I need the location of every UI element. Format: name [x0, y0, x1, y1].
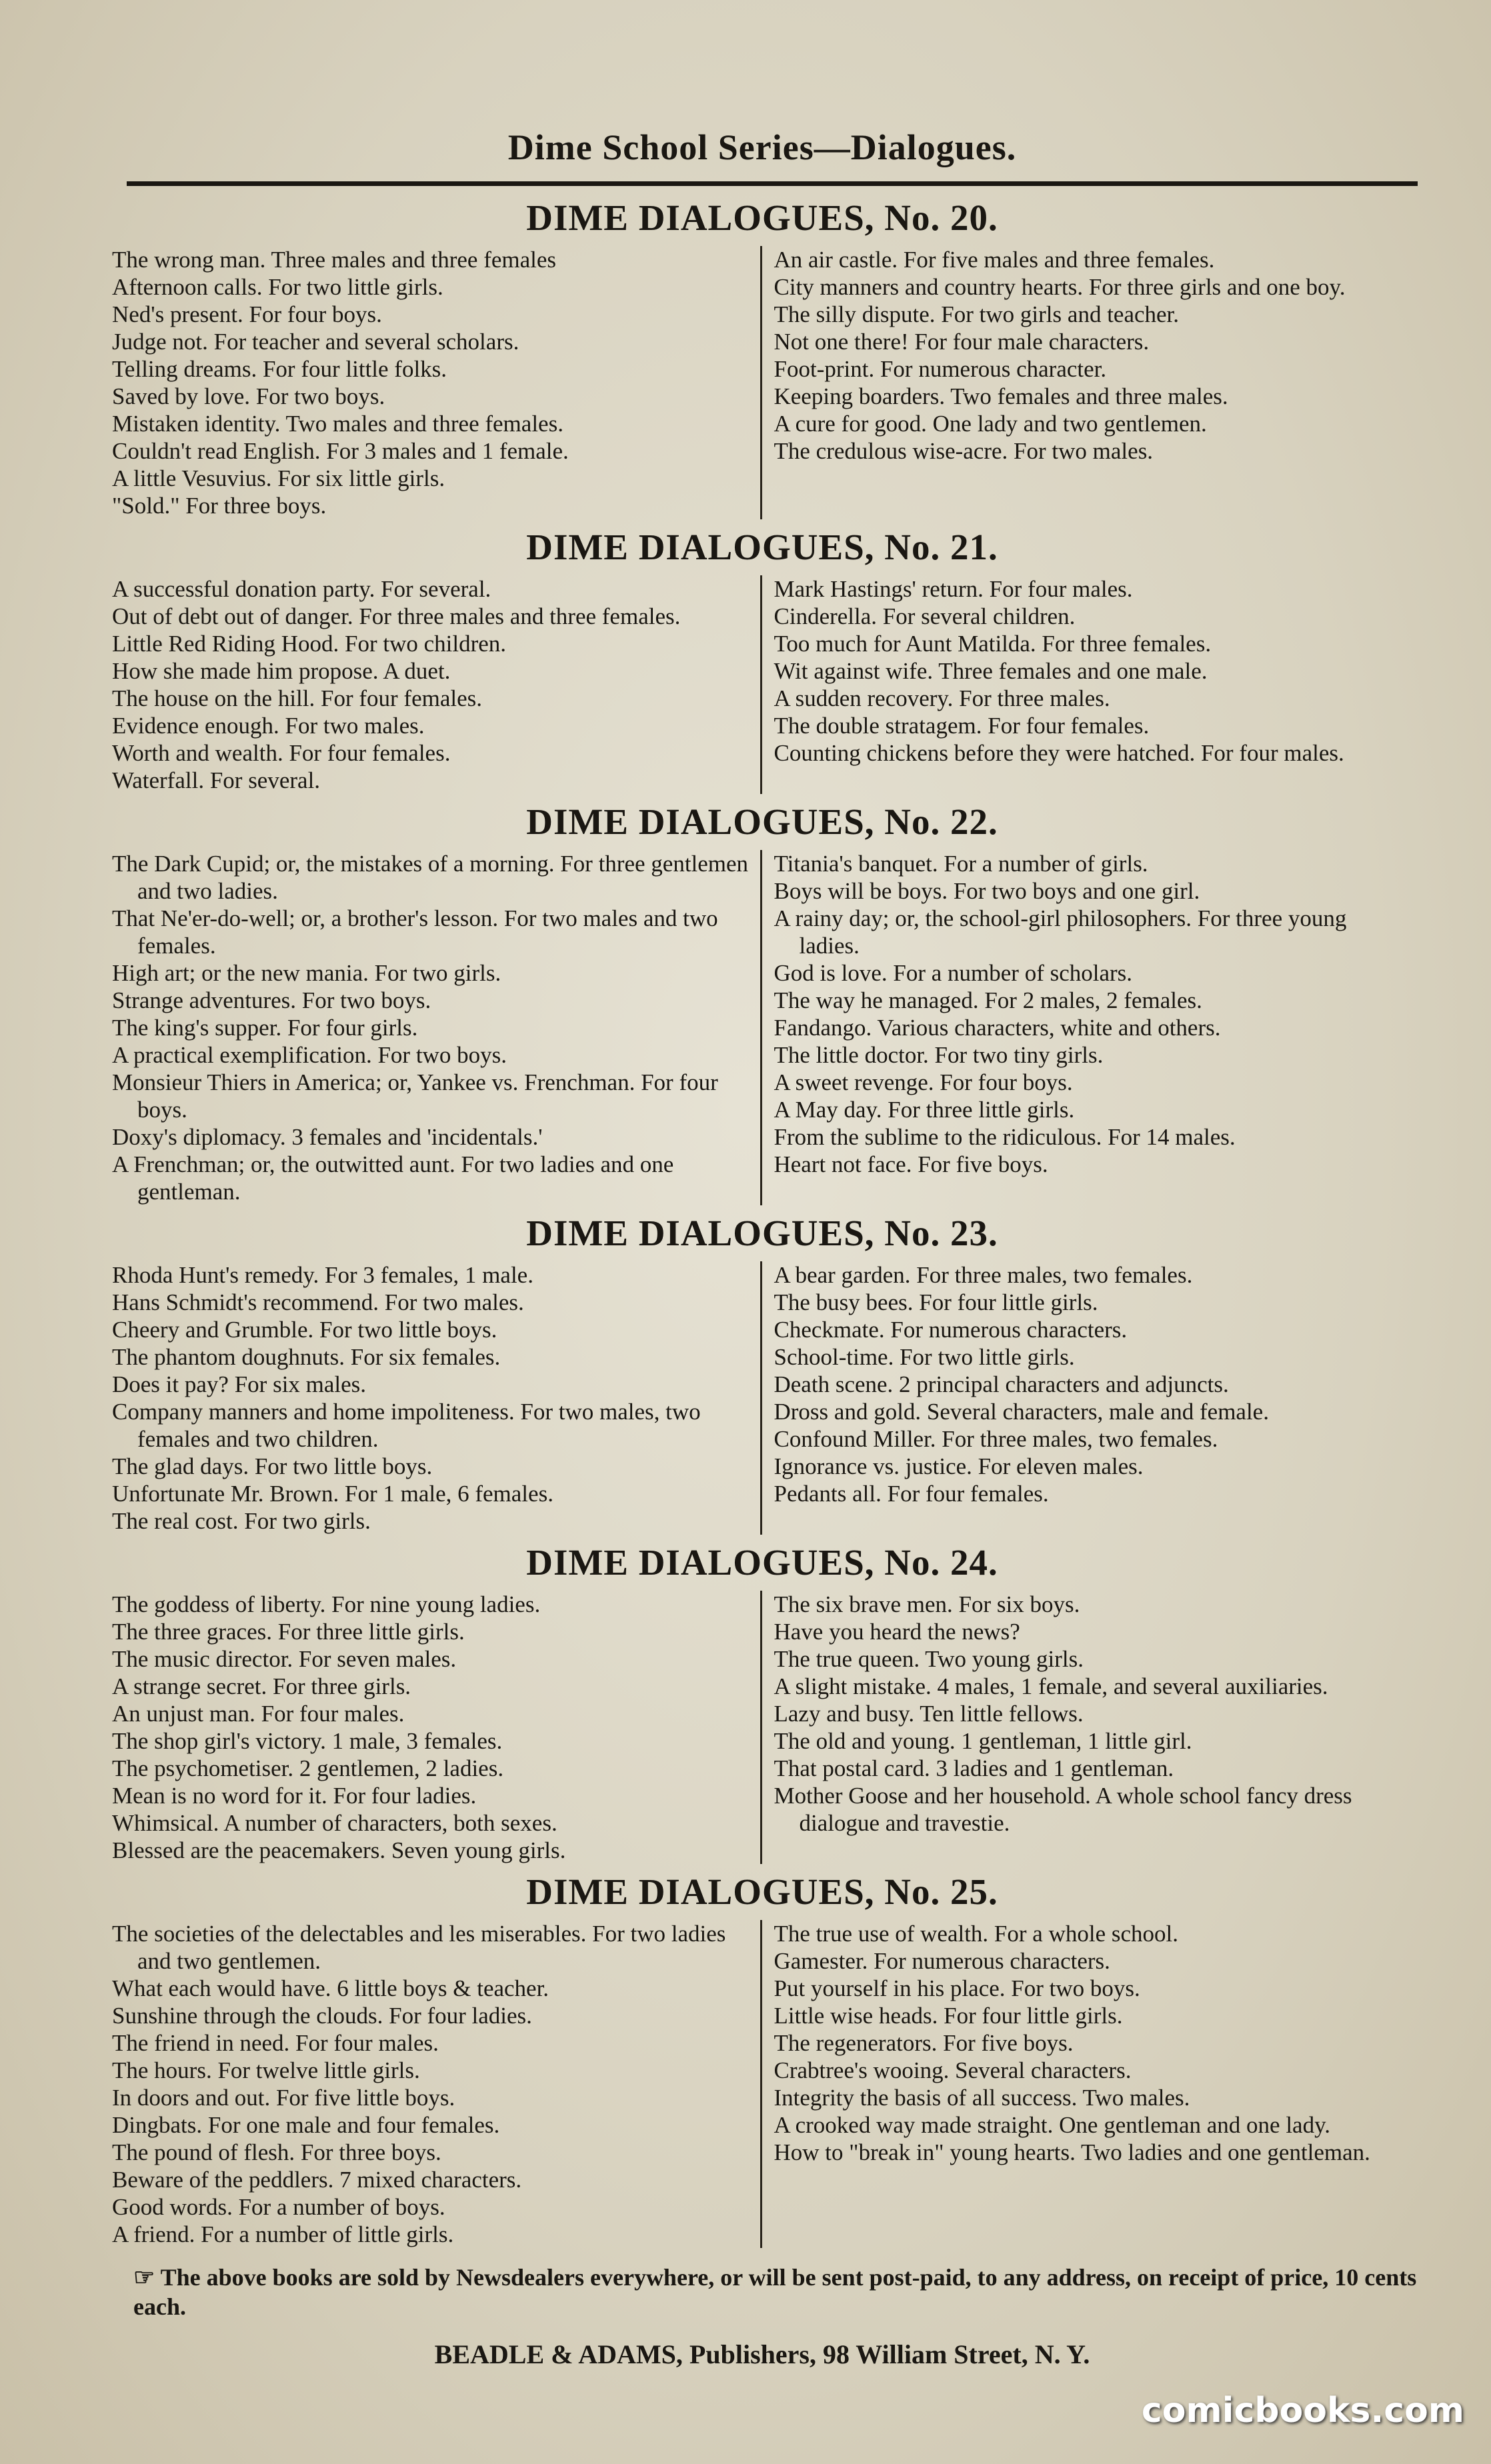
dialogue-entry: The three graces. For three little girls.: [112, 1619, 465, 1645]
dialogue-entry: The king's supper. For four girls.: [112, 1015, 418, 1041]
dialogue-entry: Have you heard the news?: [774, 1619, 1020, 1645]
dialogue-section: [107, 525, 1418, 794]
dialogue-entry: Hans Schmidt's recommend. For two males.: [112, 1289, 524, 1315]
header-rule: [127, 181, 1418, 186]
dialogue-sections: [107, 195, 1418, 2248]
dialogue-entry: Afternoon calls. For two little girls.: [112, 274, 443, 300]
dialogue-entry: Worth and wealth. For four females.: [112, 740, 451, 766]
dialogue-entry: Mark Hastings' return. For four males.: [774, 576, 1133, 602]
dialogue-entry: Little wise heads. For four little girls.: [774, 2003, 1123, 2029]
dialogue-entry: Mean is no word for it. For four ladies.: [112, 1783, 477, 1809]
dialogue-entry: Does it pay? For six males.: [112, 1371, 367, 1397]
right-column: [762, 575, 1418, 794]
dialogue-entry: The credulous wise-acre. For two males.: [774, 438, 1154, 464]
dialogue-entry: A little Vesuvius. For six little girls.: [112, 465, 445, 491]
right-column: [762, 246, 1418, 519]
left-column: [107, 850, 762, 1205]
dialogue-section: [107, 1211, 1418, 1535]
dialogue-entry: Little Red Riding Hood. For two children.: [112, 631, 507, 657]
dialogue-entry: Saved by love. For two boys.: [112, 383, 385, 409]
section-columns: [107, 575, 1418, 794]
dialogue-entry: A strange secret. For three girls.: [112, 1673, 411, 1699]
left-column: [107, 1261, 762, 1535]
dialogue-entry: Boys will be boys. For two boys and one girl.: [774, 878, 1200, 904]
right-column: [762, 850, 1418, 1205]
dialogue-entry: In doors and out. For five little boys.: [112, 2085, 455, 2111]
dialogue-entry: Counting chickens before they were hatched. For four males.: [774, 740, 1344, 766]
dialogue-entry: Cinderella. For several children.: [774, 603, 1076, 629]
dialogue-entry: Too much for Aunt Matilda. For three females.: [774, 631, 1212, 657]
dialogue-entry: Keeping boarders. Two females and three males.: [774, 383, 1228, 409]
dialogue-entry: Not one there! For four male characters.: [774, 329, 1150, 355]
dialogue-entry: The busy bees. For four little girls.: [774, 1289, 1098, 1315]
dialogue-entry: School-time. For two little girls.: [774, 1344, 1075, 1370]
dialogue-section: [107, 799, 1418, 1205]
dialogue-entry: From the sublime to the ridiculous. For 14 males.: [774, 1124, 1236, 1150]
dialogue-entry: A May day. For three little girls.: [774, 1097, 1075, 1123]
dialogue-section: [107, 1540, 1418, 1864]
dialogue-entry: How to "break in" young hearts. Two ladies and one gentleman.: [774, 2139, 1370, 2165]
right-column: [762, 1920, 1418, 2248]
dialogue-entry: Out of debt out of danger. For three males and three females.: [112, 603, 681, 629]
section-title: DIME DIALOGUES, No. 23.: [526, 1213, 998, 1253]
dialogue-entry: Wit against wife. Three females and one male.: [774, 658, 1208, 684]
dialogue-entry: Heart not face. For five boys.: [774, 1151, 1048, 1177]
dialogue-entry: The true use of wealth. For a whole school.: [774, 1921, 1179, 1947]
dialogue-entry: The double stratagem. For four females.: [774, 713, 1150, 739]
dialogue-entry: That Ne'er-do-well; or, a brother's lesson. For two males and two females.: [112, 905, 718, 959]
dialogue-entry: Monsieur Thiers in America; or, Yankee vs. Frenchman. For four boys.: [112, 1069, 718, 1123]
dialogue-entry: Blessed are the peacemakers. Seven young girls.: [112, 1837, 566, 1863]
dialogue-entry: Fandango. Various characters, white and others.: [774, 1015, 1221, 1041]
dialogue-entry: Good words. For a number of boys.: [112, 2194, 445, 2220]
dialogue-entry: Mother Goose and her household. A whole school fancy dress dialogue and travestie.: [774, 1783, 1352, 1836]
dialogue-entry: Integrity the basis of all success. Two males.: [774, 2085, 1190, 2111]
dialogue-entry: Crabtree's wooing. Several characters.: [774, 2057, 1132, 2083]
section-columns: [107, 850, 1418, 1205]
dialogue-entry: A successful donation party. For several.: [112, 576, 491, 602]
dialogue-entry: The silly dispute. For two girls and teacher.: [774, 301, 1180, 327]
section-title: DIME DIALOGUES, No. 25.: [526, 1871, 998, 1912]
dialogue-entry: The societies of the delectables and les miserables. For two ladies and two gentlemen.: [112, 1921, 726, 1974]
dialogue-entry: Foot-print. For numerous character.: [774, 356, 1107, 382]
dialogue-entry: The hours. For twelve little girls.: [112, 2057, 420, 2083]
dialogue-entry: The pound of flesh. For three boys.: [112, 2139, 441, 2165]
dialogue-entry: Dingbats. For one male and four females.: [112, 2112, 500, 2138]
dialogue-entry: The phantom doughnuts. For six females.: [112, 1344, 501, 1370]
dialogue-entry: A friend. For a number of little girls.: [112, 2221, 454, 2247]
dialogue-entry: The glad days. For two little boys.: [112, 1453, 433, 1479]
dialogue-entry: The regenerators. For five boys.: [774, 2030, 1074, 2056]
dialogue-section: [107, 1869, 1418, 2248]
dialogue-entry: Confound Miller. For three males, two females.: [774, 1426, 1218, 1452]
watermark: comicbooks.com: [1141, 2391, 1464, 2431]
dialogue-entry: How she made him propose. A duet.: [112, 658, 451, 684]
dialogue-entry: "Sold." For three boys.: [112, 493, 327, 519]
publisher-footer: BEADLE & ADAMS, Publishers, 98 William Street, N. Y.: [434, 2339, 1090, 2369]
section-title: DIME DIALOGUES, No. 24.: [526, 1542, 998, 1583]
section-title: DIME DIALOGUES, No. 20.: [526, 197, 998, 238]
dialogue-entry: Checkmate. For numerous characters.: [774, 1317, 1128, 1343]
sales-notice: ☞ The above books are sold by Newsdealers everywhere, or will be sent post-paid, to any address, on receipt of price, 10 cents each.: [133, 2264, 1417, 2320]
section-columns: [107, 246, 1418, 519]
dialogue-entry: The music director. For seven males.: [112, 1646, 457, 1672]
section-title: DIME DIALOGUES, No. 22.: [526, 801, 998, 842]
dialogue-entry: High art; or the new mania. For two girls.: [112, 960, 501, 986]
dialogue-entry: Company manners and home impoliteness. For two males, two females and two children.: [112, 1399, 701, 1452]
dialogue-entry: A sweet revenge. For four boys.: [774, 1069, 1073, 1095]
dialogue-entry: The Dark Cupid; or, the mistakes of a morning. For three gentlemen and two ladies.: [112, 851, 749, 904]
dialogue-entry: The little doctor. For two tiny girls.: [774, 1042, 1104, 1068]
dialogue-entry: An unjust man. For four males.: [112, 1701, 405, 1727]
dialogue-entry: A bear garden. For three males, two females.: [774, 1262, 1193, 1288]
dialogue-entry: An air castle. For five males and three females.: [774, 247, 1215, 273]
dialogue-entry: Sunshine through the clouds. For four ladies.: [112, 2003, 532, 2029]
dialogue-entry: The friend in need. For four males.: [112, 2030, 439, 2056]
left-column: [107, 1920, 762, 2248]
dialogue-entry: A slight mistake. 4 males, 1 female, and several auxiliaries.: [774, 1673, 1328, 1699]
dialogue-entry: A cure for good. One lady and two gentlemen.: [774, 411, 1207, 437]
dialogue-entry: Pedants all. For four females.: [774, 1481, 1049, 1507]
dialogue-entry: The goddess of liberty. For nine young ladies.: [112, 1591, 541, 1617]
dialogue-entry: Waterfall. For several.: [112, 767, 321, 793]
dialogue-entry: Mistaken identity. Two males and three females.: [112, 411, 563, 437]
dialogue-entry: Rhoda Hunt's remedy. For 3 females, 1 male.: [112, 1262, 533, 1288]
section-columns: [107, 1920, 1418, 2248]
dialogue-entry: The psychometiser. 2 gentlemen, 2 ladies.: [112, 1755, 504, 1781]
dialogue-entry: Ned's present. For four boys.: [112, 301, 382, 327]
dialogue-entry: Judge not. For teacher and several scholars.: [112, 329, 519, 355]
dialogue-entry: City manners and country hearts. For three girls and one boy.: [774, 274, 1346, 300]
dialogue-entry: Unfortunate Mr. Brown. For 1 male, 6 females.: [112, 1481, 553, 1507]
dialogue-entry: A Frenchman; or, the outwitted aunt. For two ladies and one gentleman.: [112, 1151, 674, 1205]
dialogue-entry: Titania's banquet. For a number of girls.: [774, 851, 1148, 877]
dialogue-entry: Whimsical. A number of characters, both sexes.: [112, 1810, 557, 1836]
dialogue-entry: Evidence enough. For two males.: [112, 713, 425, 739]
dialogue-entry: Death scene. 2 principal characters and adjuncts.: [774, 1371, 1229, 1397]
dialogue-entry: The real cost. For two girls.: [112, 1508, 371, 1534]
dialogue-entry: Lazy and busy. Ten little fellows.: [774, 1701, 1084, 1727]
dialogue-entry: The true queen. Two young girls.: [774, 1646, 1084, 1672]
dialogue-entry: The house on the hill. For four females.: [112, 685, 483, 711]
dialogue-entry: Couldn't read English. For 3 males and 1 female.: [112, 438, 569, 464]
right-column: [762, 1261, 1418, 1535]
dialogue-entry: The old and young. 1 gentleman, 1 little girl.: [774, 1728, 1192, 1754]
dialogue-entry: Dross and gold. Several characters, male and female.: [774, 1399, 1269, 1425]
left-column: [107, 1591, 762, 1864]
dialogue-entry: Beware of the peddlers. 7 mixed characters.: [112, 2167, 522, 2193]
dialogue-entry: What each would have. 6 little boys & teacher.: [112, 1975, 549, 2001]
dialogue-entry: The wrong man. Three males and three females: [112, 247, 557, 273]
dialogue-entry: Cheery and Grumble. For two little boys.: [112, 1317, 497, 1343]
section-columns: [107, 1261, 1418, 1535]
left-column: [107, 575, 762, 794]
dialogue-entry: The shop girl's victory. 1 male, 3 females.: [112, 1728, 503, 1754]
dialogue-entry: A practical exemplification. For two boys.: [112, 1042, 507, 1068]
dialogue-entry: Gamester. For numerous characters.: [774, 1948, 1110, 1974]
page-header: Dime School Series—Dialogues.: [507, 127, 1017, 167]
dialogue-entry: Telling dreams. For four little folks.: [112, 356, 447, 382]
dialogue-entry: A rainy day; or, the school-girl philosophers. For three young ladies.: [774, 905, 1347, 959]
dialogue-entry: Strange adventures. For two boys.: [112, 987, 431, 1013]
dialogue-entry: A sudden recovery. For three males.: [774, 685, 1110, 711]
dialogue-entry: That postal card. 3 ladies and 1 gentleman.: [774, 1755, 1174, 1781]
dialogue-entry: A crooked way made straight. One gentleman and one lady.: [774, 2112, 1331, 2138]
dialogue-entry: The way he managed. For 2 males, 2 females.: [774, 987, 1202, 1013]
dialogue-entry: Doxy's diplomacy. 3 females and 'incidentals.': [112, 1124, 543, 1150]
dialogue-entry: Put yourself in his place. For two boys.: [774, 1975, 1140, 2001]
section-columns: [107, 1591, 1418, 1864]
dialogue-entry: Ignorance vs. justice. For eleven males.: [774, 1453, 1144, 1479]
left-column: [107, 246, 762, 519]
dialogue-entry: God is love. For a number of scholars.: [774, 960, 1133, 986]
right-column: [762, 1591, 1418, 1864]
section-title: DIME DIALOGUES, No. 21.: [526, 527, 998, 567]
dialogue-section: [107, 195, 1418, 519]
dialogue-entry: The six brave men. For six boys.: [774, 1591, 1080, 1617]
